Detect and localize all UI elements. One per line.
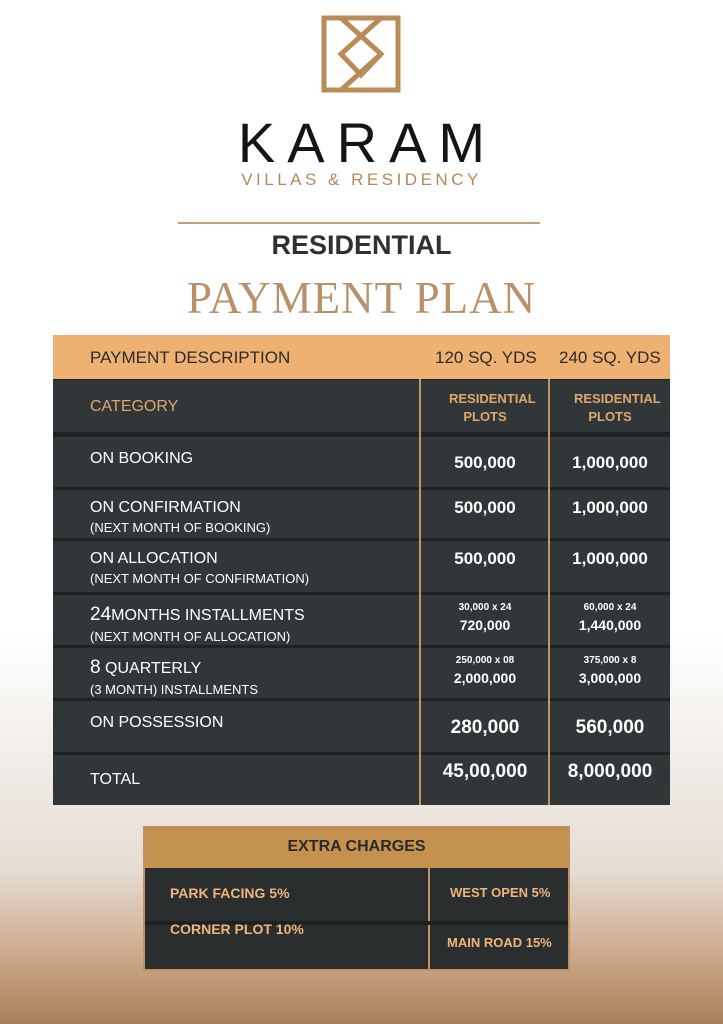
row-value-v1 bbox=[421, 498, 549, 518]
category-row bbox=[53, 380, 670, 432]
row-value-note: 250,000 x 08 bbox=[455, 655, 515, 666]
row-title: ON BOOKING bbox=[90, 450, 194, 467]
row-value-amount: 720,000 bbox=[459, 617, 511, 633]
row-value-amount: 280,000 bbox=[450, 717, 520, 738]
row-value-note: 30,000 x 24 bbox=[458, 602, 512, 613]
extra-park-facing: PARK FACING 5% bbox=[170, 885, 290, 901]
row-label bbox=[90, 657, 258, 697]
payment-table bbox=[53, 335, 670, 805]
extra-corner-plot: CORNER PLOT 10% bbox=[170, 921, 304, 937]
table-row bbox=[53, 541, 670, 592]
row-value-v2 bbox=[550, 549, 670, 569]
row-label bbox=[90, 771, 140, 789]
karam-logo-icon bbox=[321, 15, 401, 93]
row-value-v2 bbox=[550, 761, 670, 783]
extra-west-open: WEST OPEN 5% bbox=[450, 885, 551, 900]
brand-tagline: VILLAS & RESIDENCY bbox=[241, 170, 482, 189]
category-label: CATEGORY bbox=[90, 398, 179, 415]
row-count: 24 bbox=[90, 604, 112, 625]
row-value-v1 bbox=[421, 655, 549, 686]
header-description: PAYMENT DESCRIPTION bbox=[90, 348, 291, 367]
row-value-amount: 1,440,000 bbox=[578, 617, 642, 633]
category-col2: RESIDENTIAL PLOTS bbox=[574, 391, 661, 424]
row-title: TOTAL bbox=[90, 771, 141, 788]
row-value-amount: 500,000 bbox=[454, 549, 516, 568]
table-row bbox=[53, 490, 670, 538]
column-divider bbox=[548, 379, 550, 805]
table-row bbox=[53, 437, 670, 487]
row-value-note: 60,000 x 24 bbox=[583, 602, 637, 613]
row-value-v2 bbox=[550, 498, 670, 518]
column-divider bbox=[419, 379, 421, 805]
row-label bbox=[90, 714, 223, 732]
table-row bbox=[53, 595, 670, 645]
column-divider bbox=[428, 868, 430, 969]
row-title: ON CONFIRMATION bbox=[90, 499, 241, 516]
row-value-amount: 1,000,000 bbox=[572, 453, 648, 472]
row-label bbox=[90, 604, 305, 644]
table-row bbox=[53, 648, 670, 698]
brand-name: KARAM bbox=[237, 111, 498, 174]
row-title: MONTHS INSTALLMENTS bbox=[111, 607, 305, 624]
heading-residential: RESIDENTIAL bbox=[271, 230, 452, 260]
row-label bbox=[90, 550, 309, 586]
row-title: QUARTERLY bbox=[105, 660, 202, 677]
table-row bbox=[53, 755, 670, 805]
row-subtitle: (NEXT MONTH OF CONFIRMATION) bbox=[90, 571, 310, 586]
row-value-v1 bbox=[421, 602, 549, 633]
row-label bbox=[90, 499, 270, 535]
table-header bbox=[53, 335, 670, 379]
row-value-v2 bbox=[550, 453, 670, 473]
row-title: ON ALLOCATION bbox=[90, 550, 218, 567]
row-value-v1 bbox=[421, 453, 549, 473]
row-value-v2 bbox=[550, 602, 670, 633]
row-label bbox=[90, 450, 193, 468]
row-title: ON POSSESSION bbox=[90, 714, 224, 731]
table-row bbox=[53, 701, 670, 752]
row-subtitle: (NEXT MONTH OF ALLOCATION) bbox=[90, 629, 291, 644]
row-value-amount: 2,000,000 bbox=[453, 670, 517, 686]
extra-main-road: MAIN ROAD 15% bbox=[447, 935, 552, 950]
divider bbox=[178, 222, 540, 224]
row-count: 8 bbox=[90, 657, 101, 678]
extra-charges-box bbox=[143, 826, 570, 971]
row-subtitle: (NEXT MONTH OF BOOKING) bbox=[90, 520, 271, 535]
row-value-amount: 1,000,000 bbox=[572, 498, 648, 517]
row-value-amount: 1,000,000 bbox=[572, 549, 648, 568]
row-value-v1 bbox=[421, 761, 549, 783]
row-value-amount: 560,000 bbox=[575, 717, 645, 738]
row-subtitle: (3 MONTH) INSTALLMENTS bbox=[90, 682, 259, 697]
row-value-v1 bbox=[421, 549, 549, 569]
category-col1: RESIDENTIAL PLOTS bbox=[449, 391, 536, 424]
row-value-amount: 500,000 bbox=[454, 498, 516, 517]
row-value-amount: 3,000,000 bbox=[578, 670, 642, 686]
row-value-note: 375,000 x 8 bbox=[583, 655, 637, 666]
row-value-amount: 500,000 bbox=[454, 453, 516, 472]
header-120: 120 SQ. YDS bbox=[435, 348, 537, 367]
header-240: 240 SQ. YDS bbox=[559, 348, 661, 367]
row-value-v2 bbox=[550, 717, 670, 739]
row-value-v2 bbox=[550, 655, 670, 686]
row-value-v1 bbox=[421, 717, 549, 739]
extra-charges-title: EXTRA CHARGES bbox=[145, 828, 568, 868]
row-value-amount: 8,000,000 bbox=[567, 761, 653, 782]
row-value-amount: 45,00,000 bbox=[442, 761, 528, 782]
heading-payment-plan: PAYMENT PLAN bbox=[186, 273, 537, 323]
